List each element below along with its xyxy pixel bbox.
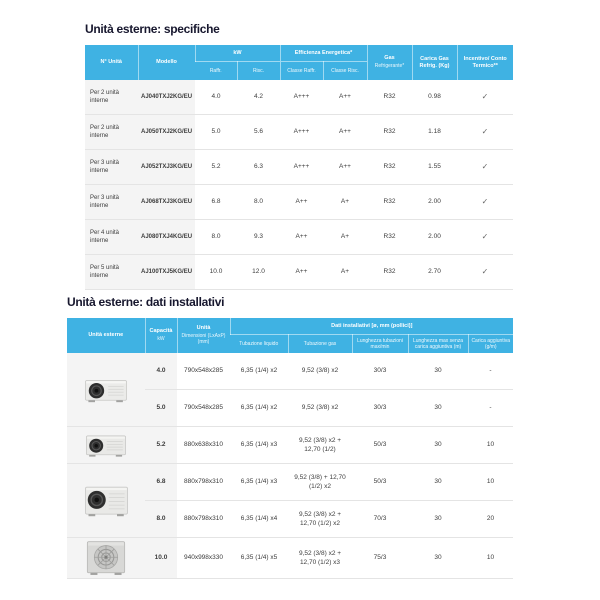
lunghezza-max-min-cell: 30/3 (352, 390, 408, 427)
n-unita-cell: Per 2 unità interne (85, 80, 138, 115)
incentivo-check-cell: ✓ (457, 115, 513, 150)
header-lunghezza-max-min: Lunghezza tubazioni max/min (352, 335, 408, 354)
header-kw-risc: Risc. (237, 62, 280, 81)
dimensioni-cell: 880x638x310 (177, 427, 230, 464)
tubazione-liquido-cell: 6,35 (1/4) x3 (230, 464, 288, 501)
modello-cell: AJ080TXJ4KG/EU (138, 220, 195, 255)
lunghezza-max-min-cell: 50/3 (352, 427, 408, 464)
kw-risc-cell: 9.3 (237, 220, 280, 255)
header-capacita-sublabel: kW (157, 336, 165, 343)
classe-raffr-cell: A++ (280, 220, 323, 255)
kw-risc-cell: 4.2 (237, 80, 280, 115)
carica-aggiuntiva-cell: 10 (468, 427, 513, 464)
install-table-row (67, 464, 513, 501)
incentivo-check-cell: ✓ (457, 220, 513, 255)
header-gas-sublabel: Refrigerante* (374, 63, 405, 70)
lunghezza-senza-carica-cell: 30 (408, 353, 468, 390)
classe-risc-cell: A++ (323, 150, 367, 185)
capacita-cell: 5.2 (145, 427, 177, 464)
install-table-row (67, 538, 513, 579)
tubazione-gas-cell: 9,52 (3/8) x2 + 12,70 (1/2) x3 (288, 538, 352, 579)
classe-risc-cell: A++ (323, 80, 367, 115)
n-unita-cell: Per 5 unità interne (85, 255, 138, 290)
tubazione-gas-cell: 9,52 (3/8) x2 (288, 390, 352, 427)
carica-gas-cell: 0.98 (412, 80, 457, 115)
n-unita-cell: Per 3 unità interne (85, 150, 138, 185)
incentivo-check-cell: ✓ (457, 80, 513, 115)
carica-aggiuntiva-cell: 10 (468, 538, 513, 579)
tubazione-liquido-cell: 6,35 (1/4) x5 (230, 538, 288, 579)
spec-table-header (85, 45, 513, 80)
kw-risc-cell: 5.6 (237, 115, 280, 150)
header-incentivo: Incentivo/ Conto Termico** (457, 45, 513, 80)
incentivo-check-cell: ✓ (457, 255, 513, 290)
carica-aggiuntiva-cell: - (468, 353, 513, 390)
modello-cell: AJ040TXJ2KG/EU (138, 80, 195, 115)
lunghezza-senza-carica-cell: 30 (408, 538, 468, 579)
install-table-row (67, 427, 513, 464)
carica-aggiuntiva-cell: 20 (468, 501, 513, 538)
spec-section-title: Unità esterne: specifiche (85, 22, 220, 36)
dimensioni-cell: 940x998x330 (177, 538, 230, 579)
header-classe-risc: Classe Risc. (323, 62, 367, 81)
kw-raffr-cell: 5.2 (195, 150, 237, 185)
install-table (67, 318, 513, 579)
spec-table-row (85, 150, 513, 185)
lunghezza-senza-carica-cell: 30 (408, 427, 468, 464)
header-dati-installativi-group: Dati installativi [ø, mm (pollici)] (230, 318, 513, 335)
lunghezza-senza-carica-cell: 30 (408, 464, 468, 501)
spec-table-row (85, 80, 513, 115)
dimensioni-cell: 880x798x310 (177, 464, 230, 501)
outdoor-unit-side-small-image (84, 376, 128, 404)
carica-gas-cell: 1.55 (412, 150, 457, 185)
incentivo-check-cell: ✓ (457, 185, 513, 220)
classe-raffr-cell: A+++ (280, 80, 323, 115)
header-capacita (145, 318, 177, 353)
header-tubazione-liquido: Tubazione liquido (230, 335, 288, 354)
n-unita-cell: Per 2 unità interne (85, 115, 138, 150)
dimensioni-cell: 790x548x285 (177, 390, 230, 427)
outdoor-unit-image-cell (67, 464, 145, 538)
install-table-header (67, 318, 513, 353)
tubazione-liquido-cell: 6,35 (1/4) x2 (230, 390, 288, 427)
kw-raffr-cell: 4.0 (195, 80, 237, 115)
classe-risc-cell: A++ (323, 115, 367, 150)
capacita-cell: 6.8 (145, 464, 177, 501)
install-table-row (67, 353, 513, 390)
kw-risc-cell: 6.3 (237, 150, 280, 185)
capacita-cell: 8.0 (145, 501, 177, 538)
outdoor-unit-side-large-image (84, 484, 129, 518)
kw-risc-cell: 12.0 (237, 255, 280, 290)
dimensioni-cell: 790x548x285 (177, 353, 230, 390)
tubazione-gas-cell: 9,52 (3/8) + 12,70 (1/2) x2 (288, 464, 352, 501)
classe-raffr-cell: A++ (280, 185, 323, 220)
header-tubazione-gas: Tubazione gas (288, 335, 352, 354)
header-carica-aggiuntiva: Carica aggiuntiva (g/m) (468, 335, 513, 354)
kw-risc-cell: 8.0 (237, 185, 280, 220)
spec-table-row (85, 220, 513, 255)
tubazione-liquido-cell: 6,35 (1/4) x2 (230, 353, 288, 390)
outdoor-unit-image-cell (67, 538, 145, 579)
gas-refrigerante-cell: R32 (367, 115, 412, 150)
carica-gas-cell: 2.00 (412, 185, 457, 220)
header-unita-label: Unità (196, 325, 211, 332)
gas-refrigerante-cell: R32 (367, 185, 412, 220)
header-gas (367, 45, 412, 80)
n-unita-cell: Per 3 unità interne (85, 185, 138, 220)
capacita-cell: 4.0 (145, 353, 177, 390)
tubazione-gas-cell: 9,52 (3/8) x2 + 12,70 (1/2) x2 (288, 501, 352, 538)
modello-cell: AJ068TXJ3KG/EU (138, 185, 195, 220)
tubazione-gas-cell: 9,52 (3/8) x2 + 12,70 (1/2) (288, 427, 352, 464)
lunghezza-senza-carica-cell: 30 (408, 390, 468, 427)
n-unita-cell: Per 4 unità interne (85, 220, 138, 255)
carica-aggiuntiva-cell: 10 (468, 464, 513, 501)
kw-raffr-cell: 5.0 (195, 115, 237, 150)
gas-refrigerante-cell: R32 (367, 150, 412, 185)
spec-table-body (85, 80, 513, 290)
lunghezza-max-min-cell: 75/3 (352, 538, 408, 579)
outdoor-unit-image-cell (67, 353, 145, 427)
kw-raffr-cell: 10.0 (195, 255, 237, 290)
header-kw-raffr: Raffr. (195, 62, 237, 81)
carica-gas-cell: 2.70 (412, 255, 457, 290)
kw-raffr-cell: 8.0 (195, 220, 237, 255)
incentivo-check-cell: ✓ (457, 150, 513, 185)
spec-table-row (85, 255, 513, 290)
modello-cell: AJ100TXJ5KG/EU (138, 255, 195, 290)
tubazione-gas-cell: 9,52 (3/8) x2 (288, 353, 352, 390)
header-carica-gas: Carica Gas Refrig. (Kg) (412, 45, 457, 80)
header-n-unita: N° Unità (85, 45, 138, 80)
install-table-body (67, 353, 513, 579)
install-section-title: Unità esterne: dati installativi (67, 295, 225, 309)
modello-cell: AJ052TXJ3KG/EU (138, 150, 195, 185)
outdoor-unit-image-cell (67, 427, 145, 464)
tubazione-liquido-cell: 6,35 (1/4) x3 (230, 427, 288, 464)
header-classe-raffr: Classe Raffr. (280, 62, 323, 81)
header-gas-label: Gas (384, 55, 395, 62)
spec-table (85, 45, 513, 290)
gas-refrigerante-cell: R32 (367, 80, 412, 115)
capacita-cell: 5.0 (145, 390, 177, 427)
spec-table-row (85, 185, 513, 220)
kw-raffr-cell: 6.8 (195, 185, 237, 220)
gas-refrigerante-cell: R32 (367, 220, 412, 255)
classe-risc-cell: A+ (323, 255, 367, 290)
lunghezza-senza-carica-cell: 30 (408, 501, 468, 538)
outdoor-unit-front-image (85, 540, 127, 576)
classe-raffr-cell: A+++ (280, 115, 323, 150)
header-kw-group: kW (195, 45, 280, 62)
header-unita-esterne: Unità esterne (67, 318, 145, 353)
carica-aggiuntiva-cell: - (468, 390, 513, 427)
header-lunghezza-senza-carica: Lunghezza max senza carica aggiuntiva (m) (408, 335, 468, 354)
capacita-cell: 10.0 (145, 538, 177, 579)
carica-gas-cell: 1.18 (412, 115, 457, 150)
lunghezza-max-min-cell: 70/3 (352, 501, 408, 538)
dimensioni-cell: 880x798x310 (177, 501, 230, 538)
header-capacita-label: Capacità (149, 328, 173, 335)
classe-raffr-cell: A++ (280, 255, 323, 290)
modello-cell: AJ050TXJ2KG/EU (138, 115, 195, 150)
gas-refrigerante-cell: R32 (367, 255, 412, 290)
spec-table-row (85, 115, 513, 150)
header-modello: Modello (138, 45, 195, 80)
classe-raffr-cell: A+++ (280, 150, 323, 185)
carica-gas-cell: 2.00 (412, 220, 457, 255)
header-efficienza-group: Efficienza Energetica* (280, 45, 367, 62)
header-dimensioni-sublabel: Dimensioni (LxAxP) (mm) (181, 333, 226, 346)
lunghezza-max-min-cell: 50/3 (352, 464, 408, 501)
lunghezza-max-min-cell: 30/3 (352, 353, 408, 390)
classe-risc-cell: A+ (323, 220, 367, 255)
outdoor-unit-side-medium-image (85, 431, 127, 459)
tubazione-liquido-cell: 6,35 (1/4) x4 (230, 501, 288, 538)
classe-risc-cell: A+ (323, 185, 367, 220)
header-unita-dimensioni (177, 318, 230, 353)
